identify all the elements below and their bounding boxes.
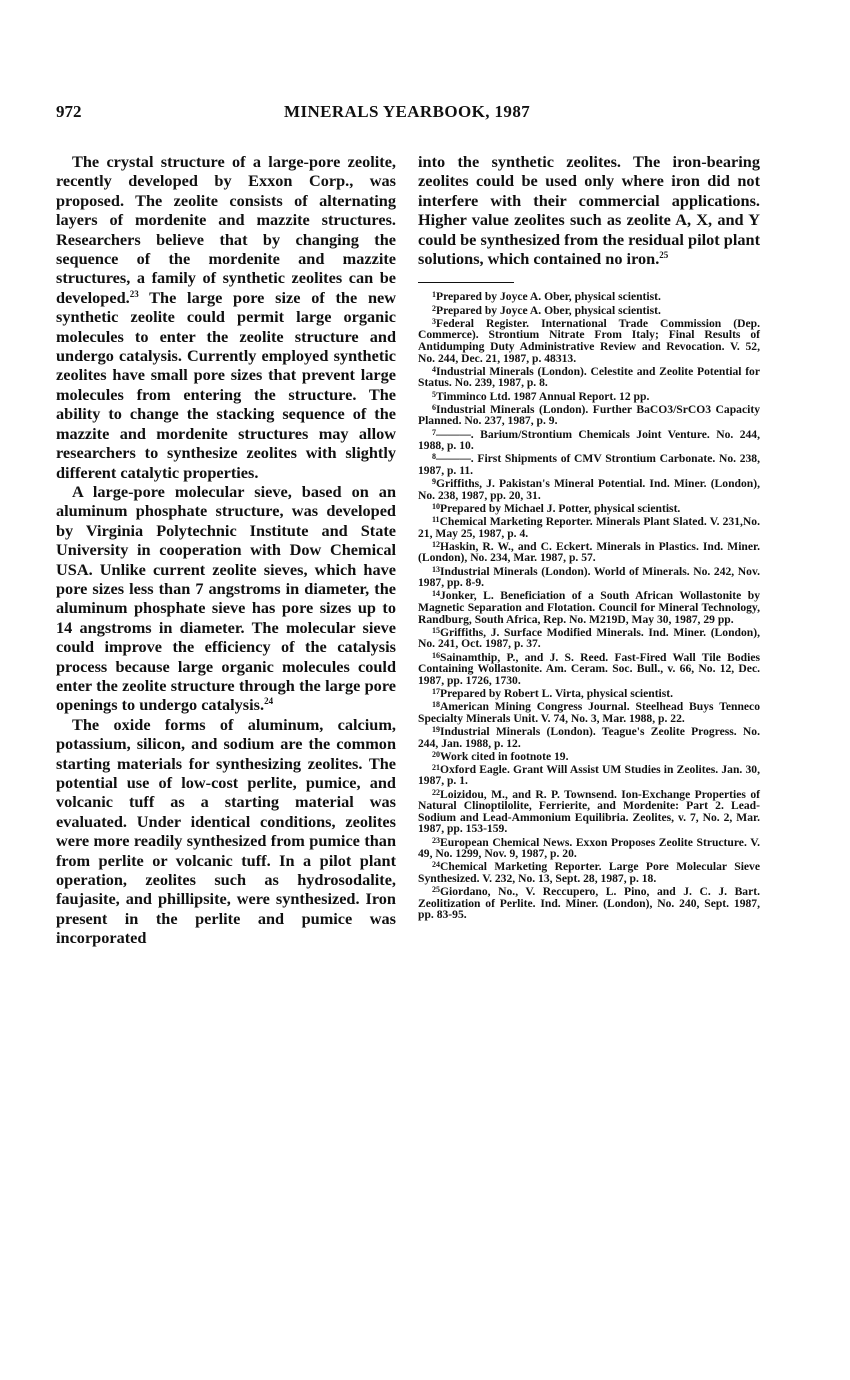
footnote-number: 17 bbox=[432, 686, 440, 696]
footnote-item bbox=[418, 291, 760, 303]
footnote-number: 2 bbox=[432, 303, 436, 313]
footnote-item bbox=[418, 516, 760, 539]
footnote-text: Chemical Marketing Reporter. Minerals Plant Slated. V. 231,No. 21, May 25, 1987, p. 4. bbox=[418, 515, 760, 540]
footnote-number: 6 bbox=[432, 402, 436, 412]
paragraph-oxide-forms bbox=[56, 715, 396, 948]
footnote-number: 10 bbox=[432, 501, 440, 511]
footnote-text: Industrial Minerals (London). Teague's Zeolite Progress. No. 244, Jan. 1988, p. 12. bbox=[418, 724, 760, 750]
footnote-item bbox=[418, 478, 760, 501]
footnote-number: 22 bbox=[432, 787, 440, 797]
footnote-number: 13 bbox=[432, 564, 440, 574]
footnote-item bbox=[418, 391, 760, 403]
footnote-number: 25 bbox=[432, 885, 440, 895]
footnote-text: Work cited in footnote 19. bbox=[440, 749, 569, 763]
footnote-text: Griffiths, J. Pakistan's Mineral Potential. Ind. Miner. (London), No. 238, 1987, pp. 20, 31. bbox=[418, 477, 760, 502]
paragraph-text: into the synthetic zeolites. The iron-bearing zeolites could be used only where iron did not interfere with their commercial applications. Higher value zeolites such as zeolite A, X, and Y could be synthesized from the residual pilot plant solutions, which contained no iron. bbox=[418, 152, 760, 269]
footnote-item bbox=[418, 861, 760, 884]
paragraph-molecular-sieve bbox=[56, 482, 396, 715]
reference-marker: 23 bbox=[129, 288, 139, 299]
footnote-text: Griffiths, J. Surface Modified Minerals. Ind. Miner. (London), No. 241, Oct. 1987, p. 37. bbox=[418, 625, 760, 651]
footnote-text: American Mining Congress Journal. Steelhead Buys Tenneco Specialty Minerals Unit. V. 74, No. 3, Mar. 1988, p. 22. bbox=[418, 700, 760, 725]
footnote-text: Loizidou, M., and R. P. Townsend. Ion-Exchange Properties of Natural Clinoptilolite, Ferrierite, and Mordenite: Part 2. Lead-Sodium and Lead-Ammonium Equilibria. Zeolites, v. 7, No. 2, Mar. 1987, pp. 153-159. bbox=[418, 787, 760, 836]
footnote-number: 19 bbox=[432, 724, 440, 734]
footnote-number: 24 bbox=[432, 860, 440, 870]
footnote-number: 21 bbox=[432, 762, 440, 772]
paragraph-exxon-zeolite bbox=[56, 152, 396, 482]
footnote-text: Oxford Eagle. Grant Will Assist UM Studies in Zeolites. Jan. 30, 1987, p. 1. bbox=[418, 762, 760, 788]
paragraph-text: The oxide forms of aluminum, calcium, potassium, silicon, and sodium are the common starting materials for synthesizing zeolites. The potential use of low-cost perlite, pumice, and volcanic tuff as a starting material was evaluated. Under identical conditions, zeolites were more readily synthesized from pumice than from perlite or volcanic tuff. In a pilot plant operation, zeolites such as hydrosodalite, faujasite, and phillipsite, were synthesized. Iron present in the perlite and pumice was incorporated bbox=[56, 714, 396, 948]
footnote-number: 12 bbox=[432, 539, 440, 549]
footnote-item bbox=[418, 590, 760, 625]
footnote-item bbox=[418, 453, 760, 476]
footnote-number: 9 bbox=[432, 477, 436, 487]
footnote-item bbox=[418, 627, 760, 650]
footnote-number: 23 bbox=[432, 835, 440, 845]
footnote-item bbox=[418, 652, 760, 687]
footnote-number: 11 bbox=[432, 515, 440, 525]
footnote-text: Industrial Minerals (London). Celestite and Zeolite Potential for Status. No. 239, 1987, p. 8. bbox=[418, 364, 760, 390]
footnote-number: 8 bbox=[432, 452, 436, 462]
footnote-item bbox=[418, 726, 760, 749]
footnotes-list bbox=[418, 291, 760, 921]
footnote-text: ———. Barium/Strontium Chemicals Joint Venture. No. 244, 1988, p. 10. bbox=[418, 427, 760, 453]
footnote-number: 14 bbox=[432, 589, 440, 599]
footnote-number: 7 bbox=[432, 427, 436, 437]
footnote-text: Prepared by Joyce A. Ober, physical scientist. bbox=[436, 290, 661, 304]
footnote-number: 1 bbox=[432, 290, 436, 300]
footnote-text: Jonker, L. Beneficiation of a South African Wollastonite by Magnetic Separation and Flotation. Council for Mineral Technology, Randburg, South Africa, Rep. No. M219D, May 30, 1987, 29 pp. bbox=[418, 589, 760, 626]
footnote-text: ———. First Shipments of CMV Strontium Carbonate. No. 238, 1987, p. 11. bbox=[418, 452, 760, 477]
footnote-item bbox=[418, 305, 760, 317]
reference-marker: 24 bbox=[264, 696, 274, 707]
page-number: 972 bbox=[56, 102, 82, 121]
footnote-item bbox=[418, 789, 760, 835]
footnote-item bbox=[418, 751, 760, 763]
right-column bbox=[418, 152, 760, 923]
footnote-text: Chemical Marketing Reporter. Large Pore Molecular Sieve Synthesized. V. 232, No. 13, Sept. 28, 1987, p. 18. bbox=[418, 860, 760, 885]
running-title: MINERALS YEARBOOK, 1987 bbox=[284, 102, 531, 121]
footnote-text: Prepared by Joyce A. Ober, physical scientist. bbox=[436, 303, 661, 317]
footnote-number: 16 bbox=[432, 650, 440, 660]
footnote-item bbox=[418, 886, 760, 921]
footnote-number: 4 bbox=[432, 364, 436, 374]
reference-marker: 25 bbox=[659, 250, 669, 261]
footnote-text: European Chemical News. Exxon Proposes Zeolite Structure. V. 49, No. 1299, Nov. 9, 1987, p. 20. bbox=[418, 835, 760, 861]
footnote-text: Giordano, No., V. Reccupero, L. Pino, and J. C. J. Bart. Zeolitization of Perlite. Ind. Miner. (London), No. 240, Sept. 1987, pp. 83-95. bbox=[418, 885, 760, 922]
footnote-item bbox=[418, 503, 760, 515]
footnote-text: Prepared by Robert L. Virta, physical scientist. bbox=[440, 686, 674, 700]
footnote-number: 20 bbox=[432, 749, 440, 759]
footnote-number: 18 bbox=[432, 700, 440, 710]
footnote-item bbox=[418, 318, 760, 364]
footnote-divider bbox=[418, 282, 514, 283]
footnote-item bbox=[418, 688, 760, 700]
footnote-number: 5 bbox=[432, 389, 436, 399]
footnote-number: 15 bbox=[432, 625, 440, 635]
paragraph-text: The crystal structure of a large-pore zeolite, recently developed by Exxon Corp., was proposed. The zeolite consists of alternating layers of mordenite and mazzite structures. Researchers believe that by changing the sequence of the mordenite and mazzite structures, a family of synthetic zeolites can be developed. bbox=[56, 152, 396, 307]
footnote-text: Prepared by Michael J. Potter, physical scientist. bbox=[440, 501, 681, 515]
footnote-text: Timminco Ltd. 1987 Annual Report. 12 pp. bbox=[436, 389, 650, 403]
paragraph-text: A large-pore molecular sieve, based on an aluminum phosphate structure, was developed by Virginia Polytechnic Institute and State University in cooperation with Dow Chemical USA. Unlike current zeolite sieves, which have pore sizes less than 7 angstroms in diameter, the aluminum phosphate sieve has pore sizes up to 14 angstroms in diameter. The molecular sieve could improve the efficiency of the catalysis process because large organic molecules could enter the zeolite structure through the large pore openings to undergo catalysis. bbox=[56, 481, 396, 715]
page-header bbox=[56, 102, 794, 126]
footnote-text: Federal Register. International Trade Commission (Dep. Commerce). Strontium Nitrate From Italy; Final Results of Antidumping Duty Administrative Review and Revocation. V. 52, No. 244, Dec. 21, 1987, p. 48313. bbox=[418, 316, 760, 365]
footnote-item bbox=[418, 404, 760, 427]
footnote-item bbox=[418, 541, 760, 564]
footnote-item bbox=[418, 837, 760, 860]
footnote-item bbox=[418, 701, 760, 724]
footnote-item bbox=[418, 366, 760, 389]
footnote-text: Industrial Minerals (London). Further BaCO3/SrCO3 Capacity Planned. No. 237, 1987, p. 9. bbox=[418, 402, 760, 428]
paragraph-text: The large pore size of the new synthetic zeolite could permit large organic molecules to enter the zeolite structure and undergo catalysis. Currently employed synthetic zeolites have small pore sizes that prevent large molecules from entering the structure. The ability to change the stacking sequence of the mazzite and mordenite structures may allow researchers to synthesize zeolites with slightly different catalytic properties. bbox=[56, 287, 396, 482]
footnote-item bbox=[418, 764, 760, 787]
footnote-number: 3 bbox=[432, 316, 436, 326]
footnote-text: Haskin, R. W., and C. Eckert. Minerals in Plastics. Ind. Miner. (London), No. 234, Mar. 1987, p. 57. bbox=[418, 539, 760, 565]
footnote-item bbox=[418, 429, 760, 452]
footnote-text: Sainamthip, P., and J. S. Reed. Fast-Fired Wall Tile Bodies Containing Wollastonite. Am. Ceram. Soc. Bull., v. 66, No. 12, Dec. 1987, pp. 1726, 1730. bbox=[418, 650, 760, 687]
left-column bbox=[56, 152, 396, 948]
footnote-text: Industrial Minerals (London). World of Minerals. No. 242, Nov. 1987, pp. 8-9. bbox=[418, 564, 760, 590]
footnote-item bbox=[418, 566, 760, 589]
paragraph-continuation bbox=[418, 152, 760, 268]
